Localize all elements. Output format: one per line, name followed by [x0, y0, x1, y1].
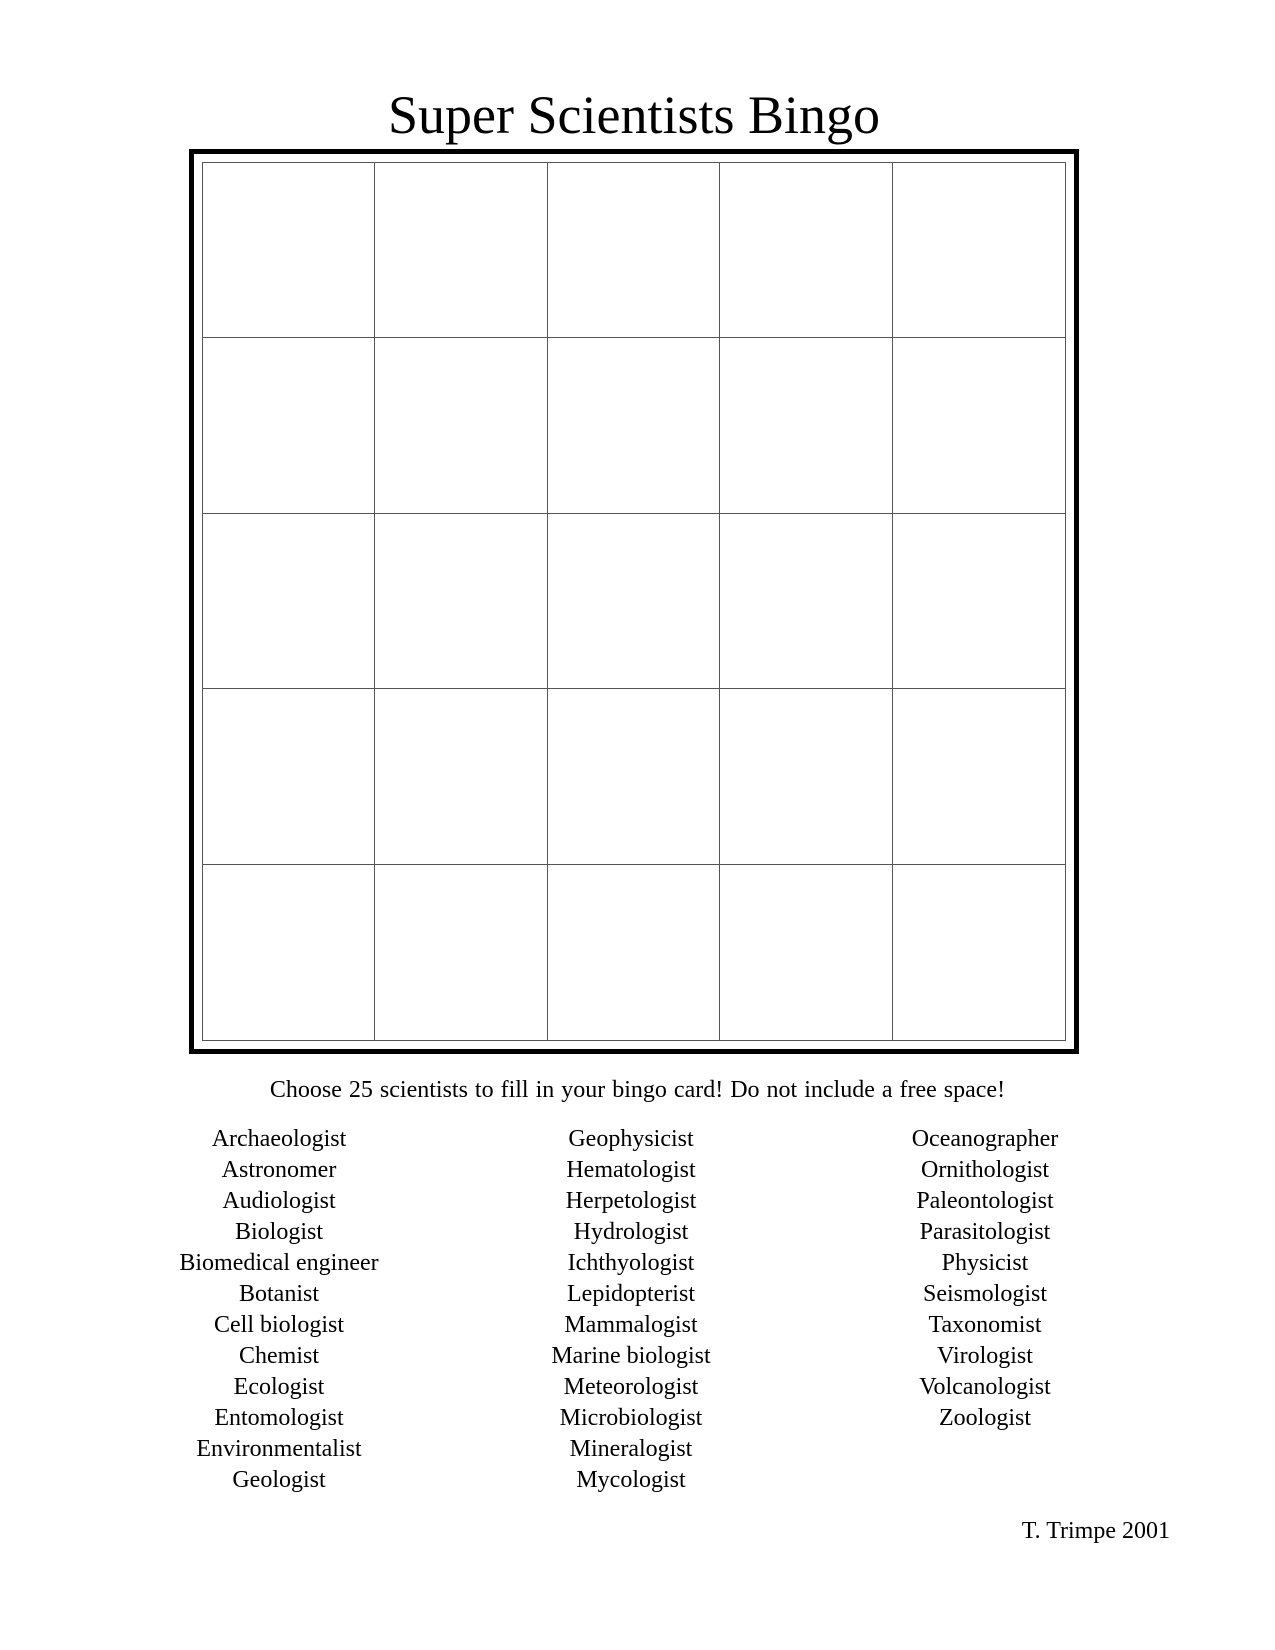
- scientist-list-item: Entomologist: [214, 1405, 344, 1431]
- scientist-list-item: Audiologist: [222, 1188, 336, 1214]
- instructions-text: Choose 25 scientists to fill in your bingo card! Do not include a free space!: [269, 1077, 1006, 1103]
- bingo-cell[interactable]: [375, 163, 547, 338]
- scientist-list-column-1: [109, 1124, 449, 1496]
- bingo-cell[interactable]: [720, 689, 892, 864]
- bingo-cell[interactable]: [720, 865, 892, 1040]
- bingo-cell[interactable]: [375, 514, 547, 689]
- scientist-list-item: Environmentalist: [196, 1436, 362, 1462]
- scientist-list-item: Taxonomist: [928, 1312, 1042, 1338]
- bingo-cell[interactable]: [893, 338, 1065, 513]
- bingo-cell[interactable]: [893, 865, 1065, 1040]
- bingo-cell[interactable]: [203, 163, 375, 338]
- bingo-cell[interactable]: [203, 514, 375, 689]
- scientist-list-item: Physicist: [941, 1250, 1029, 1276]
- scientist-list-item: Biomedical engineer: [179, 1250, 379, 1276]
- scientist-list-item: Volcanologist: [919, 1374, 1051, 1400]
- bingo-cell[interactable]: [720, 338, 892, 513]
- scientist-list-item: Marine biologist: [551, 1343, 711, 1369]
- bingo-cell[interactable]: [548, 865, 720, 1040]
- bingo-cell[interactable]: [548, 338, 720, 513]
- scientist-list-item: Mammalogist: [564, 1312, 698, 1338]
- bingo-cell[interactable]: [893, 163, 1065, 338]
- scientist-list-item: Lepidopterist: [567, 1281, 695, 1307]
- scientist-list-item: Microbiologist: [559, 1405, 703, 1431]
- scientist-list-item: Cell biologist: [213, 1312, 344, 1338]
- scientist-list-item: Paleontologist: [916, 1188, 1054, 1214]
- scientist-list-item: Hydrologist: [573, 1219, 689, 1245]
- scientist-list-item: Biologist: [234, 1219, 324, 1245]
- bingo-cell[interactable]: [375, 865, 547, 1040]
- scientist-list-item: Meteorologist: [563, 1374, 699, 1400]
- scientist-list-item: Herpetologist: [565, 1188, 697, 1214]
- bingo-cell[interactable]: [893, 514, 1065, 689]
- scientist-list-item: Ecologist: [233, 1374, 325, 1400]
- bingo-cell[interactable]: [375, 338, 547, 513]
- author-credit: T. Trimpe 2001: [1021, 1518, 1170, 1544]
- scientist-list-item: Chemist: [238, 1343, 319, 1369]
- scientist-list-item: Seismologist: [922, 1281, 1048, 1307]
- bingo-cell[interactable]: [893, 689, 1065, 864]
- bingo-cell[interactable]: [720, 514, 892, 689]
- scientist-list-item: Virologist: [937, 1343, 1033, 1369]
- scientist-list-item: Ichthyologist: [567, 1250, 695, 1276]
- scientist-list-item: Ornithologist: [920, 1157, 1049, 1183]
- bingo-cell[interactable]: [375, 689, 547, 864]
- page-title: Super Scientists Bingo: [387, 85, 880, 145]
- bingo-cell[interactable]: [203, 865, 375, 1040]
- bingo-grid: [202, 162, 1066, 1041]
- bingo-cell[interactable]: [548, 689, 720, 864]
- scientist-list-column-3: [815, 1124, 1155, 1434]
- bingo-cell[interactable]: [548, 163, 720, 338]
- scientist-list-item: Geophysicist: [568, 1126, 694, 1152]
- scientist-list-item: Mycologist: [576, 1467, 686, 1493]
- scientist-list-item: Zoologist: [938, 1405, 1031, 1431]
- scientist-list-item: Geologist: [232, 1467, 326, 1493]
- bingo-cell[interactable]: [203, 689, 375, 864]
- bingo-card: [189, 149, 1079, 1054]
- bingo-cell[interactable]: [548, 514, 720, 689]
- scientist-list-item: Hematologist: [566, 1157, 696, 1183]
- scientist-list-item: Mineralogist: [569, 1436, 693, 1462]
- scientist-list-item: Botanist: [238, 1281, 319, 1307]
- scientist-list-item: Parasitologist: [919, 1219, 1051, 1245]
- bingo-cell[interactable]: [203, 338, 375, 513]
- scientist-list-column-2: [461, 1124, 801, 1496]
- scientist-list-item: Oceanographer: [911, 1126, 1059, 1152]
- bingo-cell[interactable]: [720, 163, 892, 338]
- scientist-list-item: Astronomer: [221, 1157, 337, 1183]
- scientist-list-item: Archaeologist: [211, 1126, 347, 1152]
